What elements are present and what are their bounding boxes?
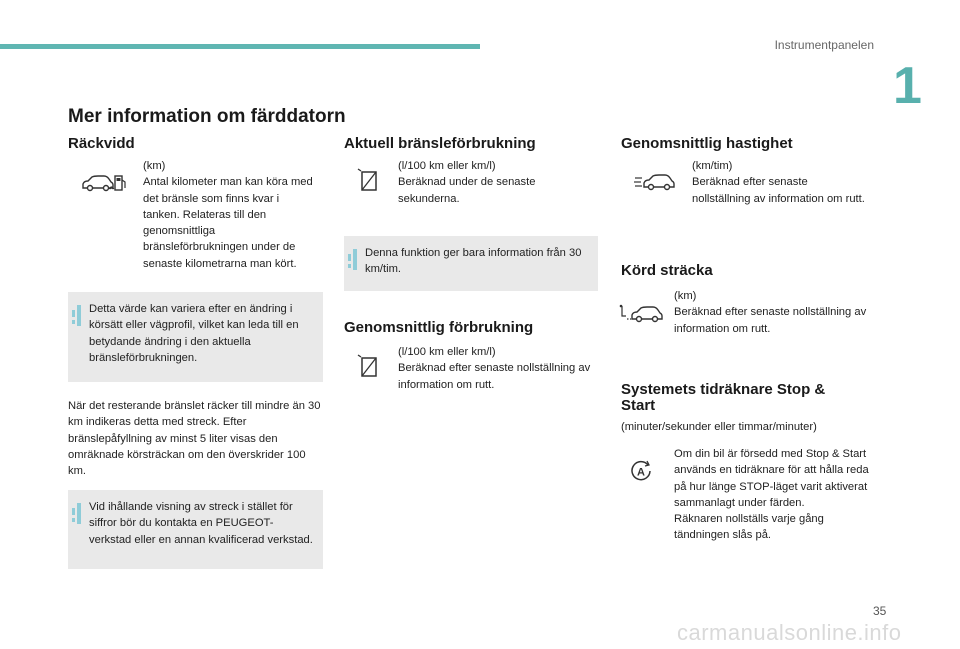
note-contact-workshop <box>68 490 323 569</box>
rackvidd-body-text: När det resterande bränslet räcker till mindre än 30 km indikeras detta med streck. Efter bränslepåfyllning av minst 5 liter visas den omräknade körsträckan om den överskrider 100 km. <box>68 400 321 478</box>
rackvidd-unit: (km) <box>143 160 166 172</box>
genomsnittlig-unit: (l/100 km eller km/l) <box>398 346 496 358</box>
note-rackvidd-variation <box>68 292 323 382</box>
fuel-pump-icon <box>356 354 380 380</box>
car-speed-icon <box>633 172 677 192</box>
heading-genomsnittlig-forbrukning: Genomsnittlig förbrukning <box>344 319 534 336</box>
heading-genomsnittlig-hastighet: Genomsnittlig hastighet <box>621 135 793 152</box>
stracka-description: Beräknad efter senaste nollställning av information om rutt. <box>674 306 867 335</box>
note-text: Denna funktion ger bara information från 30 km/tim. <box>365 247 582 276</box>
stop-start-icon <box>629 459 653 483</box>
svg-text:A: A <box>637 466 645 479</box>
aktuell-description: Beräknad under de senaste sekunderna. <box>398 176 536 205</box>
watermark: carmanualsonline.info <box>677 620 902 645</box>
stop-start-description: Om din bil är försedd med Stop & Start används en tidräknare för att hålla reda på hur länge STOP-läget varit aktiverat sammanlagt under färden. <box>674 448 869 509</box>
header-section-title: Instrumentpanelen <box>774 38 874 52</box>
note-text: Vid ihållande visning av streck i stället för siffror bör du kontakta en PEUGEOT-verkstad eller en annan kvalificerad verkstad. <box>89 501 313 546</box>
page-title: Mer information om färddatorn <box>68 106 346 127</box>
genomsnittlig-description: Beräknad efter senaste nollställning av information om rutt. <box>398 362 591 391</box>
note-text: Detta värde kan variera efter en ändring i körsätt eller vägprofil, vilket kan leda till en betydande ändring i den aktuella bränsleförbrukningen. <box>89 303 299 364</box>
car-distance-icon <box>618 302 666 324</box>
rackvidd-description: Antal kilometer man kan köra med det bränsle som finns kvar i tanken. Relateras till den genomsnittliga bränsleförbrukningen under de senaste kilometrarna man kört. <box>143 176 313 270</box>
heading-stop-start: Systemets tidräknare Stop & Start <box>621 381 826 414</box>
stracka-unit: (km) <box>674 290 697 302</box>
header-accent-bar <box>0 44 480 49</box>
page-number: 35 <box>873 604 887 618</box>
info-bar-icon <box>77 503 81 524</box>
car-range-icon <box>80 172 128 194</box>
heading-aktuell-forbrukning: Aktuell bränsleförbrukning <box>344 135 536 152</box>
chapter-number: 1 <box>893 57 922 115</box>
fuel-pump-icon <box>356 168 380 194</box>
aktuell-unit: (l/100 km eller km/l) <box>398 160 496 172</box>
stop-start-reset-text: Räknaren nollställs varje gång tändningen slås på. <box>674 513 824 542</box>
info-bar-icon <box>353 249 357 270</box>
note-speed-limit <box>344 236 598 291</box>
hastighet-unit: (km/tim) <box>692 160 733 172</box>
hastighet-description: Beräknad efter senaste nollställning av information om rutt. <box>692 176 865 205</box>
info-bar-icon <box>77 305 81 326</box>
heading-kord-stracka: Körd sträcka <box>621 262 713 279</box>
heading-rackvidd: Räckvidd <box>68 135 135 152</box>
stop-start-unit: (minuter/sekunder eller timmar/minuter) <box>621 421 817 433</box>
